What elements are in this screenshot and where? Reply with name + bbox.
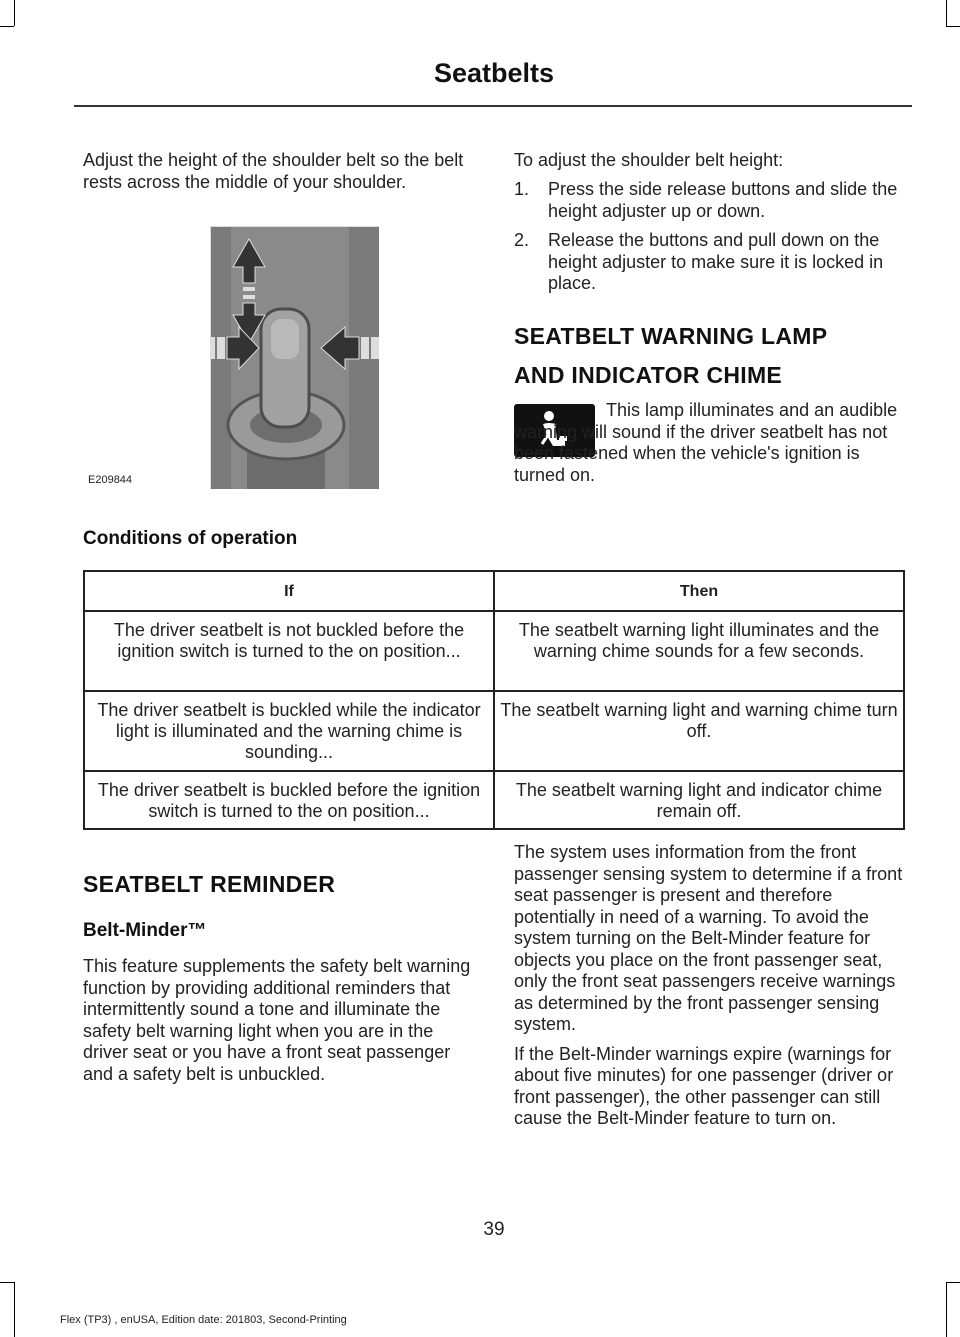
conditions-table xyxy=(83,570,905,830)
belt-minder-details xyxy=(514,842,909,1130)
crop-mark xyxy=(946,26,960,27)
height-adjust-intro xyxy=(83,150,468,193)
heading-line: SEATBELT WARNING LAMP xyxy=(514,323,828,349)
crop-mark xyxy=(14,0,15,26)
table-row xyxy=(84,691,904,771)
column-header-then: Then xyxy=(494,571,904,611)
edition-footer: Flex (TP3) , enUSA, Edition date: 201803, Second-Printing xyxy=(60,1314,347,1326)
warning-lamp-description xyxy=(514,400,909,486)
crop-mark xyxy=(946,1282,947,1337)
crop-mark xyxy=(946,0,947,26)
height-adjuster-illustration xyxy=(211,227,379,489)
sensing-system-text: The system uses information from the front passenger sensing system to determine if a front seat passenger is present and therefore potentially in need of a warning. To avoid the system turning on the Belt-Minder feature for objects you place on the front passenger seat, only the front seat passengers receive warnings as determined by the front passenger sensing system. xyxy=(514,842,903,1034)
reminder-text: This feature supplements the safety belt warning function by providing additional reminders that intermittently sound a tone and illuminate the safety belt warning light when you are in the driver seat or you have a front seat passenger and a safety belt is unbuckled. xyxy=(83,956,471,1084)
figure-code: E209844 xyxy=(88,474,133,486)
column-header-if: If xyxy=(84,571,494,611)
page-number: 39 xyxy=(483,1219,505,1240)
page-title: Seatbelts xyxy=(433,58,555,88)
crop-mark xyxy=(0,1282,14,1283)
step-number: 1. xyxy=(514,179,530,199)
crop-mark xyxy=(14,1282,15,1337)
reminder-heading: SEATBELT REMINDER xyxy=(83,871,336,897)
reminder-description xyxy=(83,956,478,1085)
table-cell: The driver seatbelt is buckled before the ignition switch is turned to the on position... xyxy=(84,771,494,829)
intro-text: Adjust the height of the shoulder belt so the belt rests across the middle of your shoulder. xyxy=(83,150,464,192)
step-text: Release the buttons and pull down on the height adjuster to make sure it is locked in place. xyxy=(548,230,884,293)
step-text: Press the side release buttons and slide the height adjuster up or down. xyxy=(548,179,898,221)
table-cell: The driver seatbelt is buckled while the indicator light is illuminated and the warning chime is sounding... xyxy=(84,691,494,771)
height-adjuster-figure xyxy=(210,226,379,489)
crop-mark xyxy=(0,26,14,27)
belt-minder-subheading: Belt-Minder™ xyxy=(83,920,207,941)
crop-mark xyxy=(946,1282,960,1283)
table-row xyxy=(84,771,904,829)
header-divider xyxy=(74,105,912,107)
conditions-heading: Conditions of operation xyxy=(83,528,298,549)
table-cell: The seatbelt warning light and warning chime turn off. xyxy=(494,691,904,771)
heading-line: AND INDICATOR CHIME xyxy=(514,362,783,388)
table-cell: The seatbelt warning light illuminates and the warning chime sounds for a few seconds. xyxy=(494,611,904,691)
adjust-steps-list xyxy=(514,179,909,303)
warning-lamp-text: This lamp illuminates and an audible warning will sound if the driver seatbelt has not been fastened when the vehicle's ignition is turned on. xyxy=(514,400,898,485)
list-item xyxy=(514,230,909,295)
table-cell: The seatbelt warning light and indicator chime remain off. xyxy=(494,771,904,829)
steps-intro-text: To adjust the shoulder belt height: xyxy=(514,150,784,170)
adjust-steps-intro xyxy=(514,150,909,172)
step-number: 2. xyxy=(514,230,530,250)
expire-text: If the Belt-Minder warnings expire (warnings for about five minutes) for one passenger (driver or front passenger), the other passenger can still cause the Belt-Minder feature to turn on. xyxy=(514,1043,894,1128)
table-row xyxy=(84,611,904,691)
list-item xyxy=(514,179,909,222)
warning-lamp-heading xyxy=(514,320,827,392)
table-cell: The driver seatbelt is not buckled before the ignition switch is turned to the on position... xyxy=(84,611,494,691)
